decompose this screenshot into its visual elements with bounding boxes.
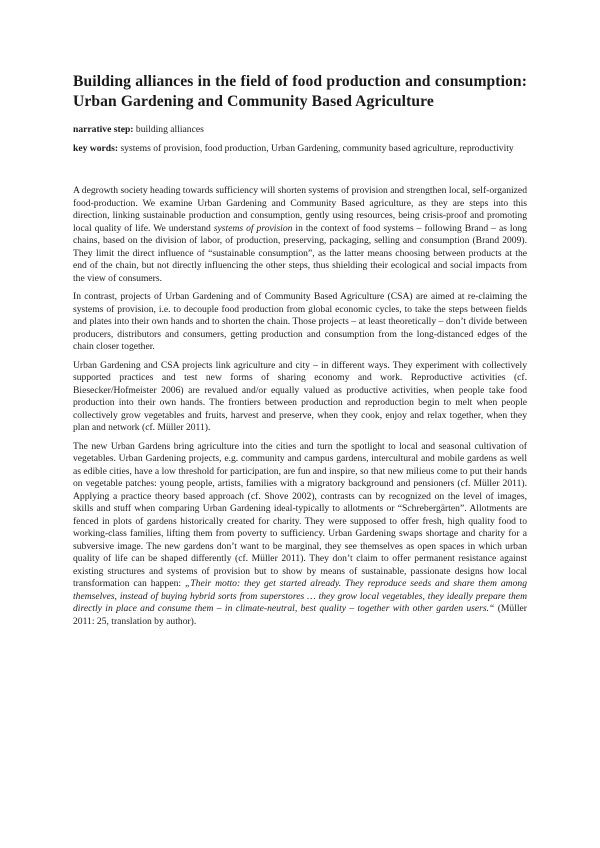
paper-body <box>73 185 527 628</box>
key-words-label: key words: <box>73 142 119 154</box>
key-words-value: systems of provision, food production, Urban Gardening, community based agriculture, reproductivity <box>120 142 514 154</box>
narrative-step-label: narrative step: <box>73 124 134 135</box>
paragraph-2: In contrast, projects of Urban Gardening and of Community Based Agriculture (CSA) are aimed at re-claiming the systems of provision, i.e. to decouple food production from global economic cycles, to take the steps between fields and plates into their own hands and to shorten the chain. Those projects – at least theoretically – don’t divide between producers, distributors and consumers, getting production and consumption from the long-distanced edges of the chain closer together. <box>73 291 527 352</box>
paragraph-1-emphasis: systems of provision <box>213 222 293 234</box>
paragraph-4-citation: (Müller 2011: 25, translation by author). <box>73 603 527 627</box>
key-words <box>73 143 527 156</box>
paragraph-1-text-a: A degrowth society heading towards sufficiency will shorten systems of provision and strengthen local, self-organized food-production. We examine Urban Gardening and Community Based agriculture, as they are steps into this direction, linking sustainable production and consumption, gently using resources, being crisis-proof and promoting local quality of life. We understand <box>73 185 527 234</box>
paper-title: Building alliances in the field of food production and consumption: Urban Gardening and Community Based Agriculture <box>73 73 527 110</box>
paragraph-1-text-b: in the context of food systems – following Brand – as long chains, based on the division of labor, of production, preserving, packaging, selling and consumption (Brand 2009). They limit the direct influence of “sustainable consumption”, as the latter means choosing between products at the end of the chain, but not directly influencing the other steps, thus shielding their ecological and social impacts from the view of consumers. <box>73 222 527 284</box>
narrative-step <box>73 124 527 137</box>
paragraph-1 <box>73 185 527 285</box>
paragraph-4-quote: „Their motto: they get started already. They reproduce seeds and share them among themselves, instead of buying hybrid sorts from superstores … they grow local vegetables, they ideally prepare them directly in place and consume them – in climate-neutral, best quality – together with other garden users.“ <box>73 578 527 614</box>
narrative-step-value: building alliances <box>135 124 204 135</box>
paragraph-3: Urban Gardening and CSA projects link agriculture and city – in different ways. They experiment with collectively supported practices and test new forms of sharing economy and work. Reproductive activities (cf. Biesecker/Hofmeister 2006) are revalued and/or equally valued as productive activities, when people take food production into their own hands. The frontiers between production and reproduction begin to melt when people collectively grow vegetables and fruits, harvest and preserve, when they cook, enjoy and relax together, when they plan and network (cf. Müller 2011). <box>73 359 527 433</box>
paragraph-4 <box>73 441 527 629</box>
paragraph-4-text-a: The new Urban Gardens bring agriculture into the cities and turn the spotlight to local and seasonal cultivation of vegetables. Urban Gardening projects, e.g. community and campus gardens, intercultural and mobile gardens as well as edible cities, have a low threshold for participation, are fun and inspire, so that new milieus come to put their hands on vegetable patches: young people, artists, families with a migratory background and pensioners (cf. Müller 2011). Applying a practice theory based approach (cf. Shove 2002), contrasts can by recognized on the level of images, skills and stuff when comparing Urban Gardening ideal-typically to allotments or “Schrebergärten”. Allotments are fenced in plots of gardens historically created for charity. They were supposed to offer fresh, high quality food to working-class families, lifting them from poverty to sufficiency. Urban Gardening swaps shortage and charity for a subversive image. The new gardens don’t want to be marginal, they see themselves as open spaces in which urban quality of life can be shaped differently (cf. Müller 2011). They don’t claim to offer permanent resistance against existing structures and systems of provision but to show by means of sustainable, passionate designs how local transformation can happen: <box>73 440 527 589</box>
